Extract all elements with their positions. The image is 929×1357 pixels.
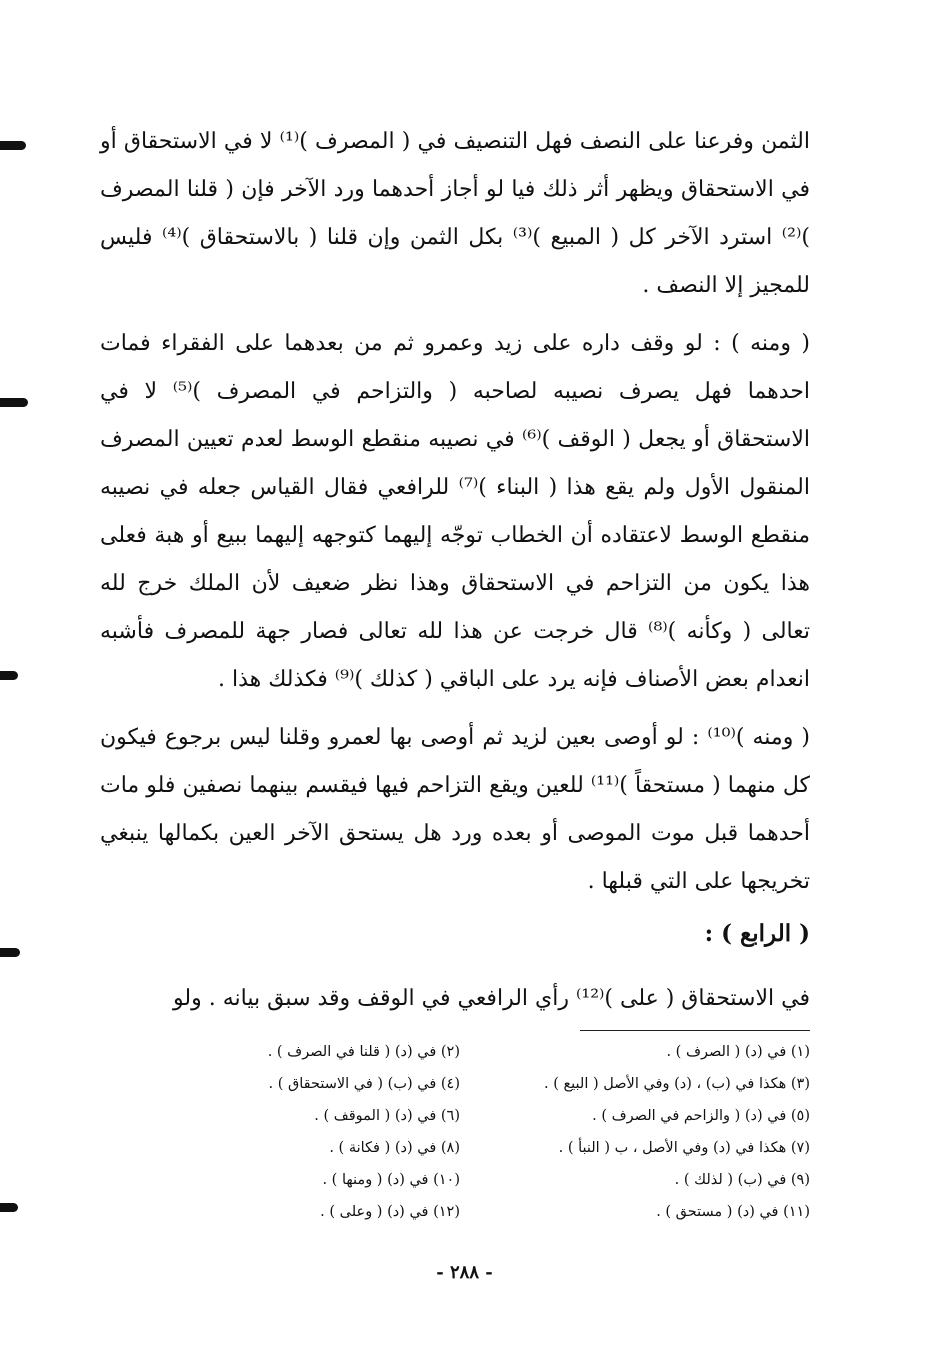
footnote: (٦) في (د) ( الموقف ) . xyxy=(314,1108,460,1124)
page-number: - ٢٨٨ - xyxy=(436,1262,493,1283)
footnote: (٣) هكذا في (ب) ، (د) وفي الأصل ( البيع ) . xyxy=(543,1076,810,1092)
margin-mark xyxy=(0,398,28,407)
paragraph: ( ومنه )⁽¹⁰⁾ : لو أوصى بعين لزيد ثم أوصى بها لعمرو وقلنا ليس برجوع فيكون كل منهما ( مستحقاً )⁽¹¹⁾ للعين ويقع التزاحم فيها فيقسم بينهما نصفين فلو مات أحدهما قبل موت الموصى أو بعده ورد هل يستحق الآخر العين بكمالها ينبغي تخريجها على التي قبلها . xyxy=(100,725,811,894)
body-text xyxy=(100,118,810,906)
footnote: (١٢) في (د) ( وعلى ) . xyxy=(320,1204,460,1220)
margin-mark xyxy=(0,948,20,957)
footnote: (٩) في (ب) ( لذلك ) . xyxy=(674,1172,810,1188)
footnote-divider xyxy=(580,1030,810,1031)
margin-mark xyxy=(0,141,26,150)
footnote: (١١) في (د) ( مستحق ) . xyxy=(656,1204,810,1220)
paragraph: في الاستحقاق ( على )⁽¹²⁾ رأي الرافعي في الوقف وقد سبق بيانه . ولو xyxy=(173,986,810,1011)
footnote: (٥) في (د) ( والزاحم في الصرف ) . xyxy=(592,1108,810,1124)
footnote: (٧) هكذا في (د) وفي الأصل ، ب ( النبأ ) . xyxy=(558,1140,810,1156)
footnote: (٤) في (ب) ( في الاستحقاق ) . xyxy=(268,1076,460,1092)
footnote: (٨) في (د) ( فكانة ) . xyxy=(329,1140,460,1156)
footnote: (١٠) في (د) ( ومنها ) . xyxy=(322,1172,460,1188)
footnote: (٢) في (د) ( قلنا في الصرف ) . xyxy=(267,1044,460,1060)
margin-mark xyxy=(0,1203,18,1212)
section-heading: ( الرابع ) : xyxy=(704,920,810,947)
paragraph: الثمن وفرعنا على النصف فهل التنصيف في ( المصرف )⁽¹⁾ لا في الاستحقاق أو في الاستحقاق ويظهر أثر ذلك فيا لو أجاز أحدهما ورد الآخر فإن ( قلنا المصرف )⁽²⁾ استرد الآخر كل ( المبيع )⁽³⁾ بكل الثمن وإن قلنا ( بالاستحقاق )⁽⁴⁾ فليس للمجيز إلا النصف . xyxy=(100,129,810,298)
margin-mark xyxy=(0,671,18,680)
footnotes xyxy=(150,1036,810,1228)
paragraph: ( ومنه ) : لو وقف داره على زيد وعمرو ثم من بعدهما على الفقراء فمات احدهما فهل يصرف نصيبه لصاحبه ( والتزاحم في المصرف )⁽⁵⁾ لا في الاستحقاق أو يجعل ( الوقف )⁽⁶⁾ في نصيبه منقطع الوسط لعدم تعيين المصرف المنقول الأول ولم يقع هذا ( البناء )⁽⁷⁾ للرافعي فقال القياس جعله في نصيبه منقطع الوسط لاعتقاده أن الخطاب توجّه إليهما كتوجهه إليهما ببيع أو هبة فعلى هذا يكون من التزاحم في الاستحقاق وهذا نظر ضعيف لأن الملك خرج لله تعالى ( وكأنه )⁽⁸⁾ قال خرجت عن هذا لله تعالى فصار جهة للمصرف فأشبه انعدام بعض الأصناف فإنه يرد على الباقي ( كذلك )⁽⁹⁾ فكذلك هذا . xyxy=(100,331,811,692)
footnote: (١) في (د) ( الصرف ) . xyxy=(666,1044,810,1060)
